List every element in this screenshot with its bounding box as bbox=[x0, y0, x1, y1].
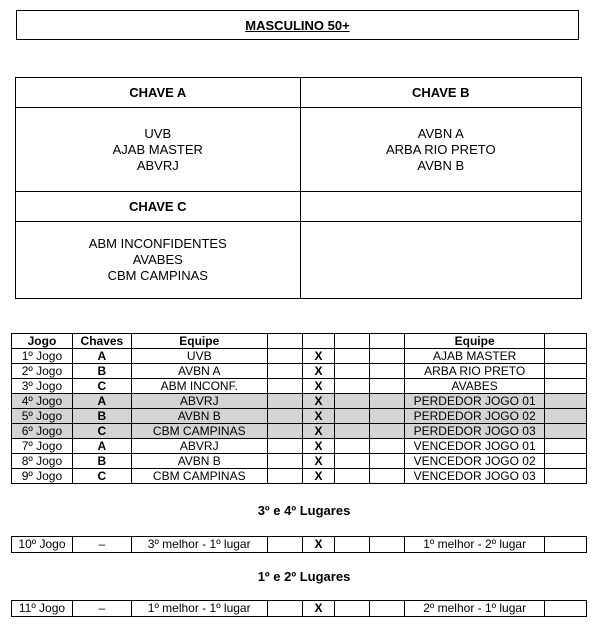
header-equipe-1: Equipe bbox=[131, 334, 267, 349]
group-c-header: CHAVE C bbox=[16, 192, 301, 222]
game-team-1: ABVRJ bbox=[131, 439, 267, 454]
table-row bbox=[12, 349, 587, 364]
first-place-title: 1º e 2º Lugares bbox=[257, 569, 351, 584]
game-team-2: 1º melhor - 2º lugar bbox=[405, 537, 545, 553]
empty-cell bbox=[300, 222, 581, 299]
group-a-teams bbox=[16, 108, 301, 192]
game-group: – bbox=[72, 601, 131, 617]
games-table bbox=[11, 333, 587, 484]
table-row bbox=[12, 454, 587, 469]
group-b-teams bbox=[300, 108, 581, 192]
game-group: B bbox=[72, 364, 131, 379]
game-group: C bbox=[72, 379, 131, 394]
table-row bbox=[12, 409, 587, 424]
game-team-2: PERDEDOR JOGO 03 bbox=[405, 424, 545, 439]
game-team-2: PERDEDOR JOGO 02 bbox=[405, 409, 545, 424]
page-title: MASCULINO 50+ bbox=[245, 17, 350, 33]
game-team-1: CBM CAMPINAS bbox=[131, 424, 267, 439]
group-team: ARBA RIO PRETO bbox=[385, 141, 496, 157]
game-team-2: VENCEDOR JOGO 03 bbox=[405, 469, 545, 484]
group-team: ABVRJ bbox=[136, 157, 179, 173]
table-row bbox=[12, 601, 587, 617]
game-team-1: 3º melhor - 1º lugar bbox=[131, 537, 267, 553]
empty-cell bbox=[300, 192, 581, 222]
first-place-table bbox=[11, 600, 587, 617]
table-row bbox=[12, 537, 587, 553]
versus-mark: X bbox=[302, 424, 335, 439]
group-team: AVABES bbox=[132, 252, 183, 267]
game-number: 5º Jogo bbox=[12, 409, 73, 424]
game-team-1: AVBN B bbox=[131, 454, 267, 469]
header-chaves: Chaves bbox=[72, 334, 131, 349]
game-number: 2º Jogo bbox=[12, 364, 73, 379]
game-number: 11º Jogo bbox=[12, 601, 73, 617]
group-team: UVB bbox=[144, 125, 172, 141]
game-group: A bbox=[72, 394, 131, 409]
table-row bbox=[12, 379, 587, 394]
game-team-1: ABVRJ bbox=[131, 394, 267, 409]
game-number: 9º Jogo bbox=[12, 469, 73, 484]
groups-table bbox=[15, 77, 582, 299]
game-team-2: AVABES bbox=[405, 379, 545, 394]
game-team-2: PERDEDOR JOGO 01 bbox=[405, 394, 545, 409]
group-team: CBM CAMPINAS bbox=[107, 268, 208, 283]
group-a-header: CHAVE A bbox=[16, 78, 301, 108]
page-title-box bbox=[16, 10, 579, 40]
game-number: 7º Jogo bbox=[12, 439, 73, 454]
game-team-1: AVBN A bbox=[131, 364, 267, 379]
versus-mark: X bbox=[302, 349, 335, 364]
game-team-2: VENCEDOR JOGO 02 bbox=[405, 454, 545, 469]
group-b-header: CHAVE B bbox=[300, 78, 581, 108]
group-team: AVBN A bbox=[417, 125, 464, 141]
game-group: A bbox=[72, 439, 131, 454]
game-group: B bbox=[72, 409, 131, 424]
versus-mark: X bbox=[302, 601, 335, 617]
game-team-2: AJAB MASTER bbox=[405, 349, 545, 364]
header-equipe-2: Equipe bbox=[405, 334, 545, 349]
game-group: C bbox=[72, 424, 131, 439]
game-team-1: AVBN B bbox=[131, 409, 267, 424]
game-group: B bbox=[72, 454, 131, 469]
table-row bbox=[12, 469, 587, 484]
game-group: C bbox=[72, 469, 131, 484]
game-number: 6º Jogo bbox=[12, 424, 73, 439]
game-team-1: 1º melhor - 1º lugar bbox=[131, 601, 267, 617]
table-row bbox=[12, 394, 587, 409]
group-team: AJAB MASTER bbox=[112, 141, 203, 157]
game-team-2: 2º melhor - 1º lugar bbox=[405, 601, 545, 617]
game-number: 1º Jogo bbox=[12, 349, 73, 364]
group-c-teams bbox=[16, 222, 301, 299]
game-number: 4º Jogo bbox=[12, 394, 73, 409]
table-row bbox=[12, 439, 587, 454]
game-group: – bbox=[72, 537, 131, 553]
versus-mark: X bbox=[302, 537, 335, 553]
game-number: 3º Jogo bbox=[12, 379, 73, 394]
header-jogo: Jogo bbox=[12, 334, 73, 349]
versus-mark: X bbox=[302, 379, 335, 394]
third-place-title: 3º e 4º Lugares bbox=[257, 503, 351, 518]
game-number: 8º Jogo bbox=[12, 454, 73, 469]
versus-mark: X bbox=[302, 394, 335, 409]
versus-mark: X bbox=[302, 364, 335, 379]
game-team-2: VENCEDOR JOGO 01 bbox=[405, 439, 545, 454]
versus-mark: X bbox=[302, 409, 335, 424]
game-team-1: CBM CAMPINAS bbox=[131, 469, 267, 484]
group-team: AVBN B bbox=[417, 157, 465, 173]
versus-mark: X bbox=[302, 454, 335, 469]
table-row bbox=[12, 364, 587, 379]
table-row bbox=[12, 424, 587, 439]
game-team-1: UVB bbox=[131, 349, 267, 364]
versus-mark: X bbox=[302, 439, 335, 454]
third-place-table bbox=[11, 536, 587, 553]
versus-mark: X bbox=[302, 469, 335, 484]
game-team-1: ABM INCONF. bbox=[131, 379, 267, 394]
group-team: ABM INCONFIDENTES bbox=[88, 236, 227, 251]
game-group: A bbox=[72, 349, 131, 364]
game-number: 10º Jogo bbox=[12, 537, 73, 553]
game-team-2: ARBA RIO PRETO bbox=[405, 364, 545, 379]
